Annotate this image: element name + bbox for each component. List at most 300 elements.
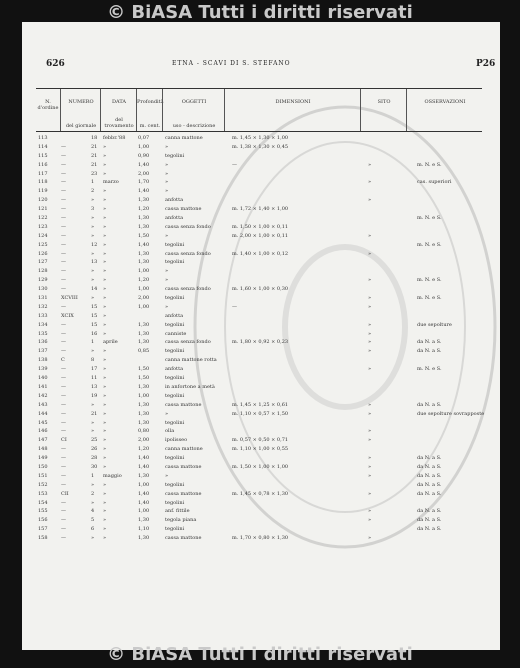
col-header-dimensions: DIMENSIONI xyxy=(224,89,361,131)
cell-o: olla xyxy=(165,428,175,435)
cell-p: 1,30 xyxy=(138,383,150,390)
cell-n: 134 xyxy=(38,321,48,328)
watermark-top: © BiASA Tutti i diritti riservati xyxy=(107,2,413,23)
cell-d: 21 xyxy=(91,152,98,159)
cell-d: 25 xyxy=(91,437,98,444)
cell-o: canniste xyxy=(165,330,187,337)
cell-o: » xyxy=(165,179,169,186)
cell-p: 1,30 xyxy=(138,321,150,328)
cell-n: 128 xyxy=(38,268,48,275)
cell-d: » xyxy=(91,419,95,426)
cell-d: » xyxy=(91,277,95,284)
table-row xyxy=(36,134,482,143)
cell-n: 135 xyxy=(38,330,48,337)
cell-note: da N. a S. xyxy=(417,481,442,488)
cell-n: 130 xyxy=(38,286,48,293)
cell-r: — xyxy=(61,508,66,515)
table-row xyxy=(36,267,482,276)
cell-r: — xyxy=(61,152,66,159)
cell-n: 127 xyxy=(38,259,48,266)
cell-p: 1,00 xyxy=(138,268,150,275)
table-row xyxy=(36,427,482,436)
cell-m: » xyxy=(103,268,107,275)
cell-r: — xyxy=(61,259,66,266)
table-row xyxy=(36,214,482,223)
cell-note: da N. a S. xyxy=(417,455,442,462)
cell-r: — xyxy=(61,277,66,284)
cell-m: maggio xyxy=(103,472,122,479)
cell-o: tegolini xyxy=(165,499,185,506)
cell-r: — xyxy=(61,348,66,355)
cell-r: — xyxy=(61,179,66,186)
cell-m: » xyxy=(103,428,107,435)
document-page xyxy=(22,22,500,650)
cell-n: 118 xyxy=(38,179,48,186)
cell-s: » xyxy=(368,455,372,462)
cell-o: tegolini xyxy=(165,321,185,328)
cell-o: tegolini xyxy=(165,375,185,382)
cell-dim: m. 1,50 × 1,00 × 1,00 xyxy=(232,463,289,470)
table-row xyxy=(36,454,482,463)
cell-r: — xyxy=(61,517,66,524)
cell-p: 0,80 xyxy=(138,428,150,435)
cell-r: — xyxy=(61,481,66,488)
cell-r: — xyxy=(61,410,66,417)
cell-note: da N. a S. xyxy=(417,463,442,470)
cell-d: » xyxy=(91,401,95,408)
cell-o: » xyxy=(165,277,169,284)
cell-o: tegolini xyxy=(165,295,185,302)
cell-p: 1,70 xyxy=(138,179,150,186)
cell-d: » xyxy=(91,232,95,239)
cell-d: 16 xyxy=(91,330,98,337)
cell-p: 2,00 xyxy=(138,295,150,302)
cell-n: 122 xyxy=(38,215,48,222)
cell-r: — xyxy=(61,232,66,239)
cell-m: » xyxy=(103,241,107,248)
col-header-date: DATA del trovamento xyxy=(100,89,137,131)
cell-r: — xyxy=(61,535,66,542)
cell-o: anfotta xyxy=(165,312,184,319)
cell-dim: m. 2,00 × 1,00 × 0,11 xyxy=(232,232,289,239)
cell-m: » xyxy=(103,232,107,239)
cell-note: m. N. e S. xyxy=(417,161,442,168)
cell-n: 114 xyxy=(38,143,48,150)
cell-r: — xyxy=(61,339,66,346)
cell-m: » xyxy=(103,321,107,328)
cell-d: » xyxy=(91,197,95,204)
cell-n: 149 xyxy=(38,455,48,462)
cell-n: 123 xyxy=(38,223,48,230)
cell-p: 1,40 xyxy=(138,455,150,462)
cell-n: 121 xyxy=(38,206,48,213)
table-row xyxy=(36,419,482,428)
cell-o: canna mattone xyxy=(165,446,203,453)
cell-p: 1,30 xyxy=(138,197,150,204)
cell-m: » xyxy=(103,188,107,195)
cell-s: » xyxy=(368,232,372,239)
cell-r: CI xyxy=(61,437,67,444)
table-row xyxy=(36,365,482,374)
cell-p: 0,90 xyxy=(138,152,150,159)
table-row xyxy=(36,170,482,179)
cell-d: 21 xyxy=(91,143,98,150)
cell-o: anfotta xyxy=(165,366,184,373)
cell-o: tegolini xyxy=(165,259,185,266)
cell-n: 146 xyxy=(38,428,48,435)
cell-s: » xyxy=(368,508,372,515)
cell-p: 1,40 xyxy=(138,463,150,470)
table-row xyxy=(36,321,482,330)
cell-s: » xyxy=(368,197,372,204)
cell-d: » xyxy=(91,481,95,488)
cell-m: » xyxy=(103,375,107,382)
cell-o: cassa mattone xyxy=(165,401,202,408)
cell-n: 143 xyxy=(38,401,48,408)
table-row xyxy=(36,303,482,312)
table-row xyxy=(36,499,482,508)
cell-r: — xyxy=(61,161,66,168)
cell-p: 1,30 xyxy=(138,259,150,266)
cell-s: » xyxy=(368,348,372,355)
cell-o: tegolini xyxy=(165,526,185,533)
cell-r: — xyxy=(61,499,66,506)
col-header-objects: OGGETTI uso - descrizione xyxy=(162,89,225,131)
cell-m: » xyxy=(103,330,107,337)
cell-r: — xyxy=(61,303,66,310)
cell-p: 1,40 xyxy=(138,161,150,168)
cell-p: 1,50 xyxy=(138,375,150,382)
cell-m: » xyxy=(103,215,107,222)
cell-r: — xyxy=(61,250,66,257)
cell-r: — xyxy=(61,188,66,195)
cell-dim: m. 1,40 × 1,00 × 0,12 xyxy=(232,250,289,257)
cell-o: » xyxy=(165,268,169,275)
cell-o: tegolini xyxy=(165,241,185,248)
cell-p: 1,30 xyxy=(138,535,150,542)
cell-d: 28 xyxy=(91,455,98,462)
cell-n: 151 xyxy=(38,472,48,479)
cell-o: ipolisseo xyxy=(165,437,188,444)
cell-p: 2,00 xyxy=(138,437,150,444)
table-row xyxy=(36,383,482,392)
cell-o: cassa senza fondo xyxy=(165,250,211,257)
cell-m: » xyxy=(103,437,107,444)
cell-d: 21 xyxy=(91,410,98,417)
cell-n: 148 xyxy=(38,446,48,453)
cell-n: 141 xyxy=(38,383,48,390)
cell-s: » xyxy=(368,463,372,470)
cell-m: » xyxy=(103,295,107,302)
cell-o: tegola piana xyxy=(165,517,197,524)
table-row xyxy=(36,490,482,499)
cell-n: 147 xyxy=(38,437,48,444)
cell-s: » xyxy=(368,330,372,337)
cell-p: 1,40 xyxy=(138,241,150,248)
cell-r: — xyxy=(61,401,66,408)
cell-m: » xyxy=(103,392,107,399)
cell-s: » xyxy=(368,366,372,373)
cell-m: » xyxy=(103,499,107,506)
cell-d: » xyxy=(91,250,95,257)
cell-dim: — xyxy=(232,303,237,310)
cell-m: » xyxy=(103,348,107,355)
table-row xyxy=(36,276,482,285)
table-row xyxy=(36,241,482,250)
cell-d: » xyxy=(91,428,95,435)
cell-m: » xyxy=(103,206,107,213)
cell-p: 1,30 xyxy=(138,401,150,408)
cell-n: 120 xyxy=(38,197,48,204)
cell-d: 13 xyxy=(91,383,98,390)
cell-m: febbr.'88 xyxy=(103,135,126,141)
cell-dim: m. 1,10 × 1,00 × 0,55 xyxy=(232,446,289,453)
cell-r: — xyxy=(61,472,66,479)
table-row xyxy=(36,436,482,445)
cell-r: C xyxy=(61,357,65,364)
cell-o: tegolini xyxy=(165,419,185,426)
cell-o: cassa mattone xyxy=(165,463,202,470)
cell-r: — xyxy=(61,143,66,150)
cell-d: 14 xyxy=(91,286,98,293)
cell-m: » xyxy=(103,455,107,462)
cell-m: » xyxy=(103,419,107,426)
cell-p: 1,00 xyxy=(138,481,150,488)
cell-dim: m. 1,70 × 0,80 × 1,30 xyxy=(232,535,289,542)
cell-m: » xyxy=(103,508,107,515)
cell-s: » xyxy=(368,303,372,310)
cell-m: » xyxy=(103,401,107,408)
cell-note: cas. superiori xyxy=(417,179,452,186)
cell-r: — xyxy=(61,428,66,435)
cell-p: 1,30 xyxy=(138,223,150,230)
cell-note: da N. a S. xyxy=(417,339,442,346)
col-header-depth: Profondità m. cent. xyxy=(136,89,163,131)
cell-r: XCVIII xyxy=(61,295,78,302)
running-title: ETNA - SCAVI DI S. STEFANO xyxy=(172,60,291,67)
table-row xyxy=(36,516,482,525)
cell-dim: m. 1,50 × 1,00 × 0,11 xyxy=(232,223,289,230)
cell-n: 124 xyxy=(38,232,48,239)
cell-d: 26 xyxy=(91,446,98,453)
cell-m: » xyxy=(103,410,107,417)
col-header-journal: NUMERO del giornale xyxy=(60,89,101,131)
cell-s: » xyxy=(368,250,372,257)
cell-r: — xyxy=(61,446,66,453)
cell-r: CII xyxy=(61,490,69,497)
cell-m: » xyxy=(103,170,107,177)
table-row xyxy=(36,223,482,232)
cell-n: 157 xyxy=(38,526,48,533)
cell-o: » xyxy=(165,232,169,239)
cell-o: cassa senza fondo xyxy=(165,223,211,230)
table-row xyxy=(36,463,482,472)
table-row xyxy=(36,481,482,490)
cell-n: 154 xyxy=(38,499,48,506)
cell-d: » xyxy=(91,499,95,506)
cell-note: m. N. e S. xyxy=(417,277,442,284)
watermark-bottom: © BiASA Tutti i diritti riservati xyxy=(107,644,413,665)
table-header xyxy=(36,88,482,132)
cell-d: 1 xyxy=(91,339,95,346)
cell-o: cassa mattone xyxy=(165,535,202,542)
cell-note: da N. a S. xyxy=(417,517,442,524)
cell-note: due sepolture xyxy=(417,321,452,328)
cell-dim: m. 0,57 × 0,50 × 0,71 xyxy=(232,437,289,444)
cell-r: XCIX xyxy=(61,312,74,319)
cell-d: 2 xyxy=(91,490,95,497)
cell-dim: m. 1,10 × 0,57 × 1,50 xyxy=(232,410,289,417)
cell-dim: m. 1,80 × 0,92 × 0,23 xyxy=(232,339,289,346)
cell-d: 11 xyxy=(91,375,98,382)
cell-m: » xyxy=(103,259,107,266)
cell-o: canna mattone rotta xyxy=(165,357,217,364)
cell-m: » xyxy=(103,143,107,150)
cell-n: 155 xyxy=(38,508,48,515)
cell-n: 132 xyxy=(38,303,48,310)
cell-p: 1,00 xyxy=(138,392,150,399)
cell-m: » xyxy=(103,383,107,390)
cell-note: da N. a S. xyxy=(417,401,442,408)
cell-d: » xyxy=(91,295,95,302)
cell-p: 1,00 xyxy=(138,303,150,310)
cell-d: 2 xyxy=(91,188,95,195)
cell-r: — xyxy=(61,392,66,399)
cell-n: 150 xyxy=(38,463,48,470)
cell-s: » xyxy=(368,321,372,328)
cell-note: m. N. e S. xyxy=(417,366,442,373)
cell-d: 18 xyxy=(91,135,98,141)
cell-n: 144 xyxy=(38,410,48,417)
cell-m: aprile xyxy=(103,339,118,346)
table-row xyxy=(36,258,482,267)
cell-m: » xyxy=(103,490,107,497)
cell-n: 145 xyxy=(38,419,48,426)
cell-m: » xyxy=(103,250,107,257)
cell-m: » xyxy=(103,161,107,168)
cell-n: 115 xyxy=(38,152,48,159)
cell-p: 1,00 xyxy=(138,508,150,515)
cell-o: tegolini xyxy=(165,481,185,488)
cell-r: — xyxy=(61,223,66,230)
cell-r: — xyxy=(61,419,66,426)
table-row xyxy=(36,374,482,383)
cell-o: tegolini xyxy=(165,392,185,399)
cell-o: » xyxy=(165,188,169,195)
cell-dim: — xyxy=(232,161,237,168)
cell-note: m. N. e S. xyxy=(417,241,442,248)
cell-n: 129 xyxy=(38,277,48,284)
cell-p: 1,30 xyxy=(138,419,150,426)
table-row xyxy=(36,401,482,410)
cell-p: 1,00 xyxy=(138,143,150,150)
cell-o: » xyxy=(165,143,169,150)
cell-d: 15 xyxy=(91,312,98,319)
cell-n: 136 xyxy=(38,339,48,346)
table-row xyxy=(36,534,482,543)
cell-dim: m. 1,38 × 1,30 × 0,45 xyxy=(232,143,289,150)
col-header-notes: OSSERVAZIONI xyxy=(406,89,483,131)
cell-s: » xyxy=(368,277,372,284)
cell-dim: m. 1,60 × 1,00 × 0,30 xyxy=(232,286,289,293)
cell-d: 15 xyxy=(91,303,98,310)
cell-d: 17 xyxy=(91,366,98,373)
cell-p: 1,30 xyxy=(138,215,150,222)
cell-o: cassa senza fondo xyxy=(165,286,211,293)
cell-dim: m. 1,72 × 1,40 × 1,00 xyxy=(232,206,289,213)
cell-m: » xyxy=(103,312,107,319)
cell-r: — xyxy=(61,241,66,248)
cell-p: 1,50 xyxy=(138,366,150,373)
cell-note: due sepolture sovrapposte xyxy=(417,410,485,417)
cell-p: 1,40 xyxy=(138,490,150,497)
cell-p: 1,50 xyxy=(138,232,150,239)
cell-o: » xyxy=(165,472,169,479)
table-row xyxy=(36,356,482,365)
table-row xyxy=(36,294,482,303)
cell-n: 116 xyxy=(38,161,48,168)
table-row xyxy=(36,143,482,152)
cell-o: in anfortone a metà xyxy=(165,383,215,390)
cell-d: 12 xyxy=(91,241,98,248)
cell-r: — xyxy=(61,286,66,293)
cell-m: » xyxy=(103,366,107,373)
cell-d: 13 xyxy=(91,259,98,266)
cell-p: 1,40 xyxy=(138,499,150,506)
table-row xyxy=(36,410,485,419)
table-row xyxy=(36,347,482,356)
cell-o: tegolini xyxy=(165,152,185,159)
table-row xyxy=(36,250,482,259)
cell-d: 1 xyxy=(91,179,95,186)
cell-p: 1,10 xyxy=(138,526,150,533)
table-row xyxy=(36,178,482,187)
cell-n: 156 xyxy=(38,517,48,524)
cell-o: » xyxy=(165,303,169,310)
cell-d: 6 xyxy=(91,526,95,533)
cell-d: » xyxy=(91,223,95,230)
cell-note: m. N. e S. xyxy=(417,295,442,302)
cell-p: 1,20 xyxy=(138,206,150,213)
cell-r: — xyxy=(61,375,66,382)
cell-p: 1,30 xyxy=(138,339,150,346)
cell-n: 158 xyxy=(38,535,48,542)
cell-s: » xyxy=(368,472,372,479)
table-row xyxy=(36,196,482,205)
cell-d: » xyxy=(91,268,95,275)
cell-s: » xyxy=(368,401,372,408)
table-row xyxy=(36,312,482,321)
cell-o: cassa mattone xyxy=(165,490,202,497)
table-row xyxy=(36,330,482,339)
table-row xyxy=(36,392,482,401)
cell-o: tegolini xyxy=(165,455,185,462)
cell-n: 119 xyxy=(38,188,48,195)
cell-d: 1 xyxy=(91,472,95,479)
cell-m: » xyxy=(103,303,107,310)
cell-note: m. N. e S. xyxy=(417,215,442,222)
cell-m: » xyxy=(103,197,107,204)
cell-r: — xyxy=(61,170,66,177)
cell-s: » xyxy=(368,410,372,417)
cell-p: 2,00 xyxy=(138,170,150,177)
cell-n: 153 xyxy=(38,490,48,497)
cell-o: anfotta xyxy=(165,197,184,204)
cell-r: — xyxy=(61,321,66,328)
table-row xyxy=(36,445,482,454)
cell-r: — xyxy=(61,463,66,470)
cell-p: 1,20 xyxy=(138,446,150,453)
